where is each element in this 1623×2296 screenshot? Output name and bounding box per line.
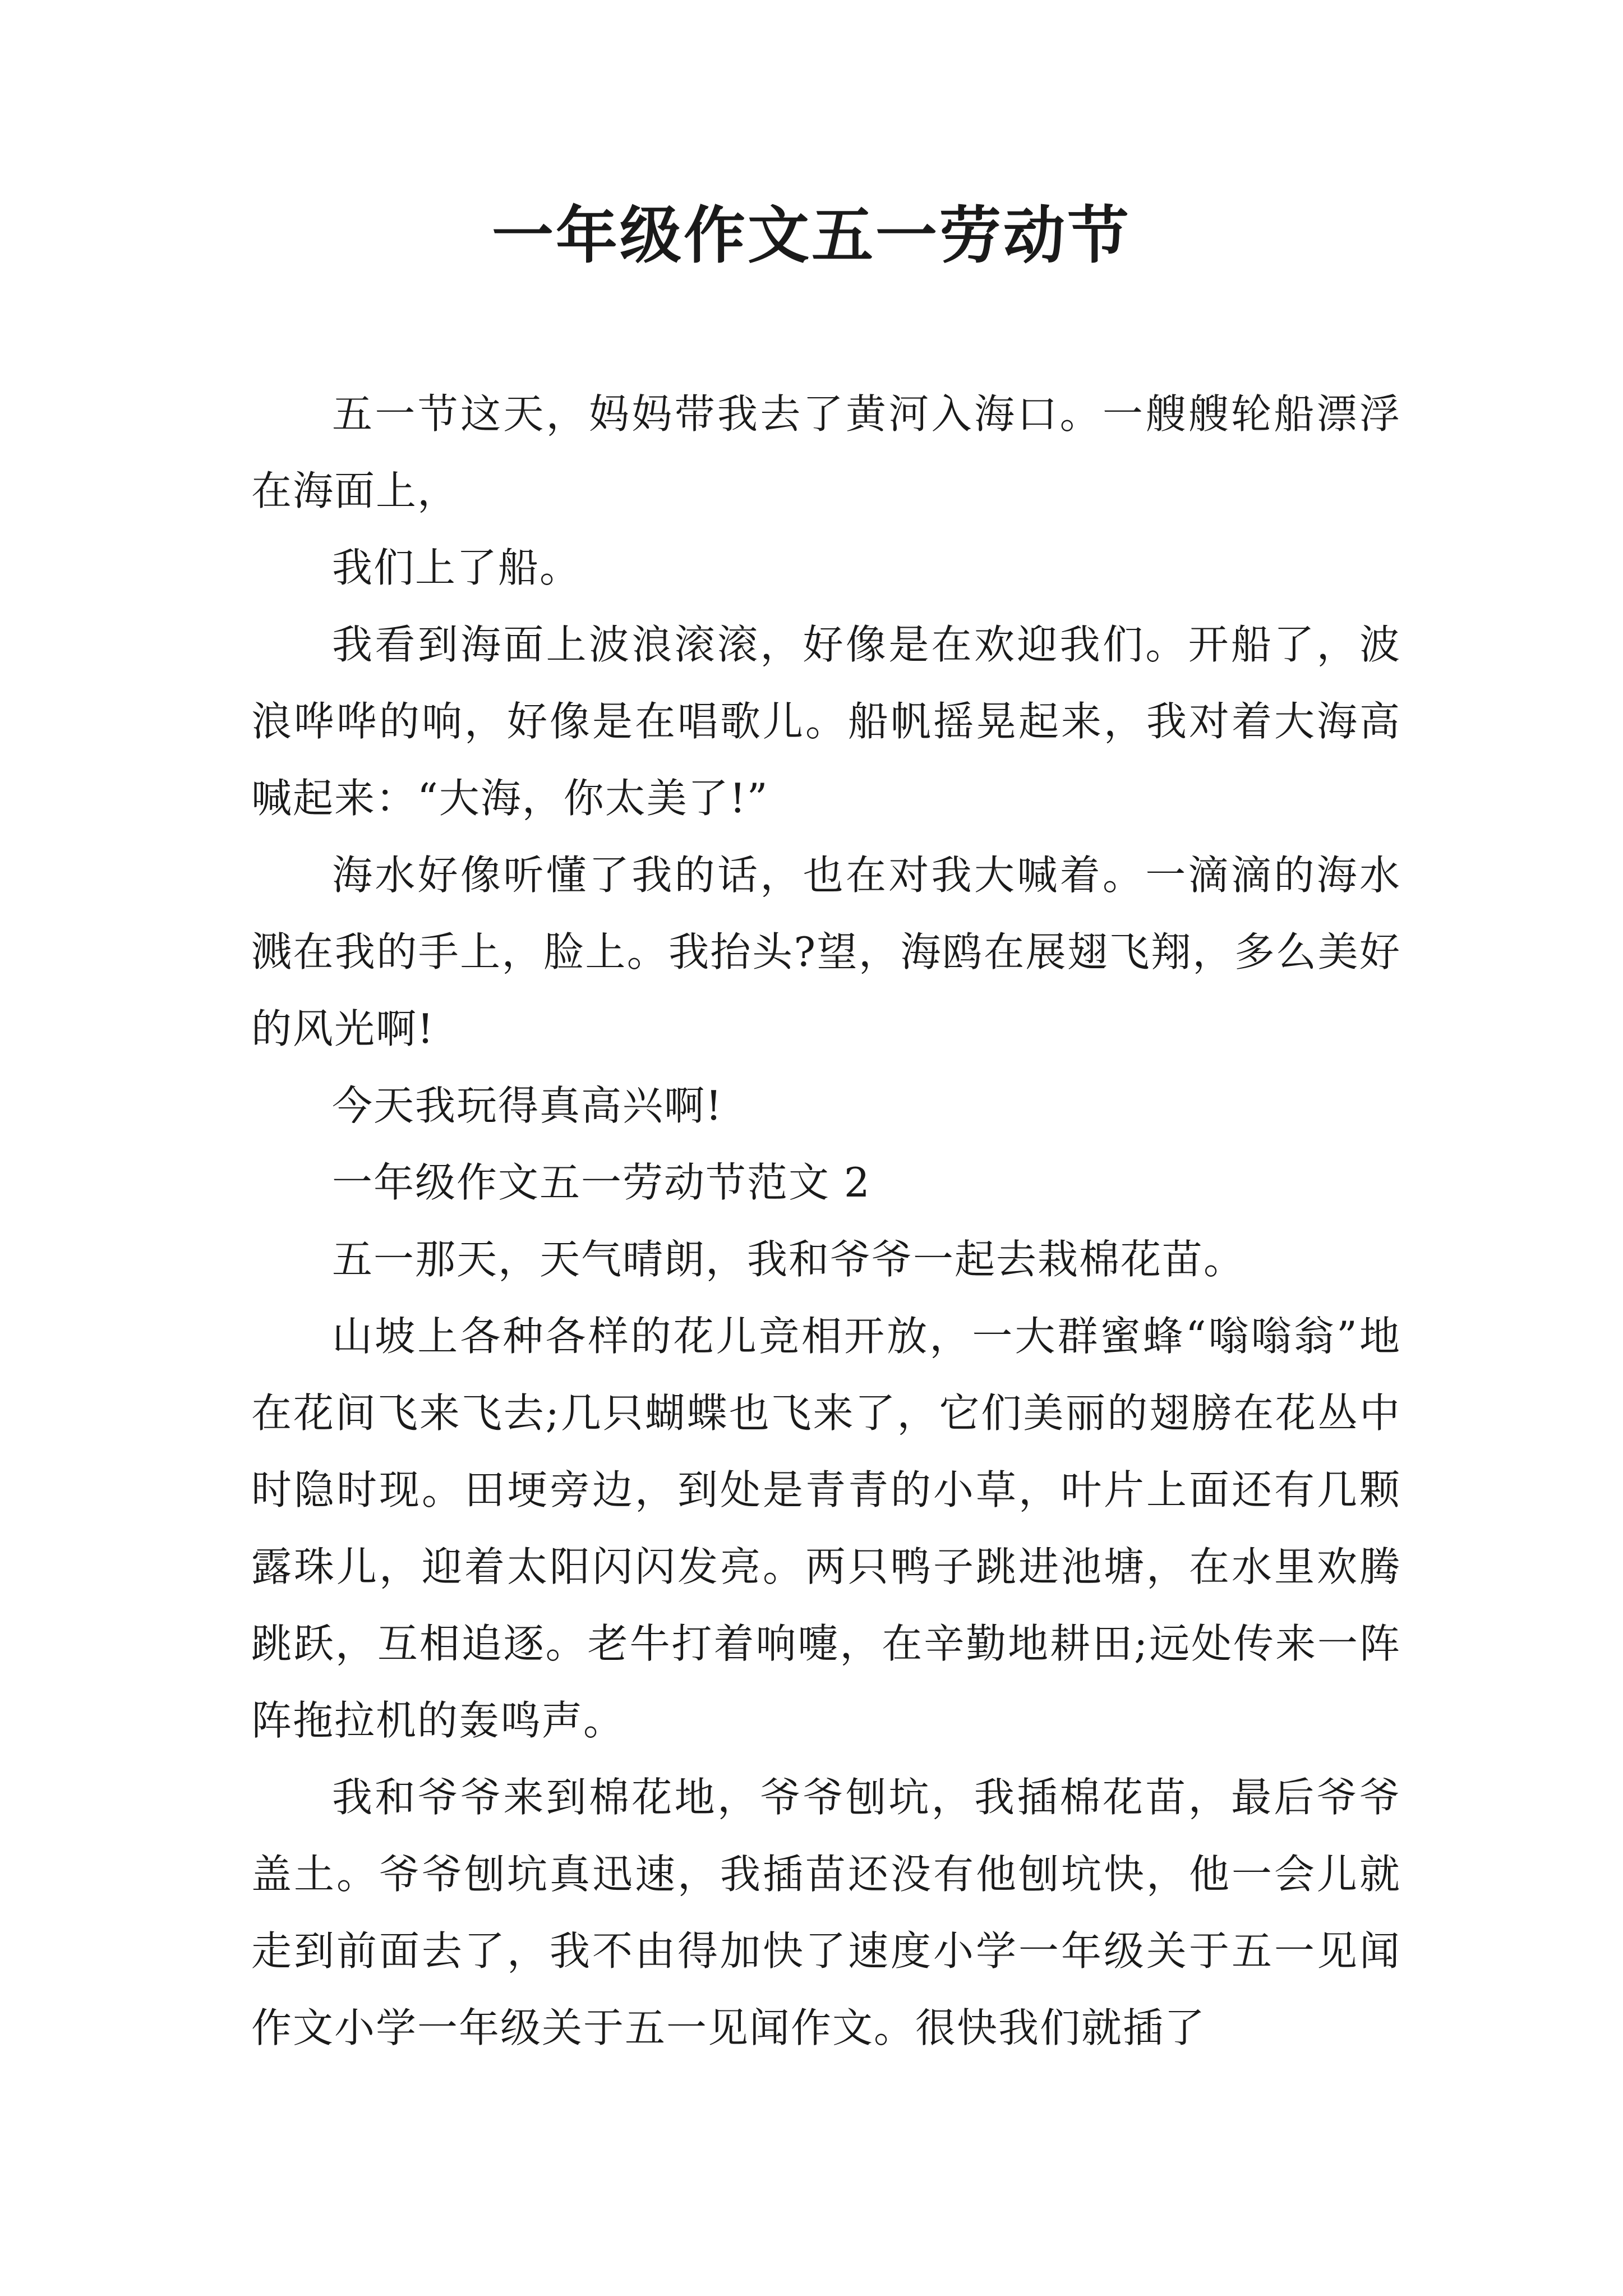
paragraph: 我们上了船。 <box>332 544 582 591</box>
paragraph: 山坡上各种各样的花儿竞相开放，一大群蜜蜂“嗡嗡翁”地在花间飞来飞去;几只蝴蝶也飞来了，它们美丽的翅膀在花丛中时隐时现。田埂旁边，到处是青青的小草，叶片上面还有几颗露珠儿，迎着太阳闪闪发亮。两只鸭子跳进池塘，在水里欢腾跳跃，互相追逐。老牛打着响嚏，在辛勤地耕田;远处传来一阵阵拖拉机的轰鸣声。 <box>251 1313 1401 1744</box>
section-heading: 一年级作文五一劳动节范文 2 <box>332 1159 871 1206</box>
paragraph: 海水好像听懂了我的话，也在对我大喊着。一滴滴的海水溅在我的手上，脸上。我抬头?望，海鸥在展翅飞翔，多么美好的风光啊! <box>251 852 1401 1052</box>
paragraph: 五一那天，天气晴朗，我和爷爷一起去栽棉花苗。 <box>332 1236 1246 1283</box>
document-body <box>251 376 1401 2067</box>
paragraph: 五一节这天，妈妈带我去了黄河入海口。一艘艘轮船漂浮在海面上， <box>251 390 1401 514</box>
document-title: 一年级作文五一劳动节 <box>492 199 1131 272</box>
paragraph: 今天我玩得真高兴啊! <box>332 1082 723 1129</box>
paragraph: 我和爷爷来到棉花地，爷爷刨坑，我插棉花苗，最后爷爷盖土。爷爷刨坑真迅速，我插苗还没有他刨坑快，他一会儿就走到前面去了，我不由得加快了速度小学一年级关于五一见闻作文小学一年级关于五一见闻作文。很快我们就插了 <box>251 1774 1401 2051</box>
paragraph: 我看到海面上波浪滚滚，好像是在欢迎我们。开船了，波浪哗哗的响，好像是在唱歌儿。船帆摇晃起来，我对着大海高喊起来：“大海，你太美了!” <box>251 621 1401 822</box>
